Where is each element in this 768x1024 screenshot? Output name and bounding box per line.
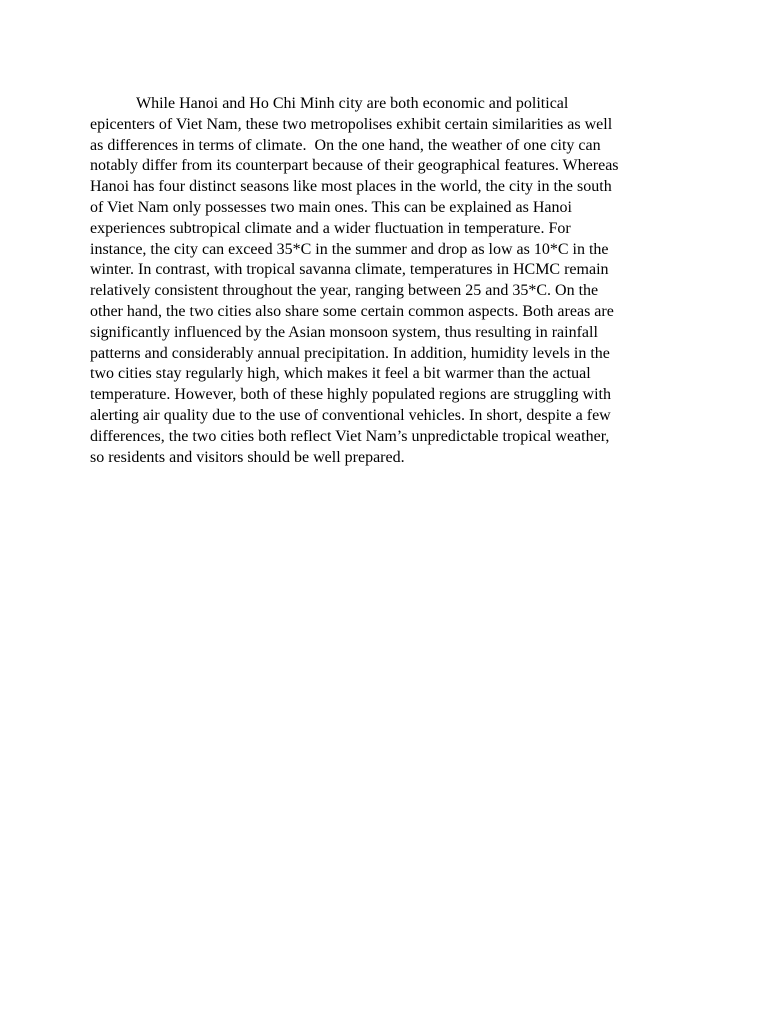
paragraph-line: two cities stay regularly high, which makes it feel a bit warmer than the actual [90, 365, 591, 383]
paragraph-line: relatively consistent throughout the year, ranging between 25 and 35*C. On the [90, 282, 599, 300]
paragraph-line: winter. In contrast, with tropical savanna climate, temperatures in HCMC remain [90, 261, 609, 279]
paragraph-line: experiences subtropical climate and a wider fluctuation in temperature. For [90, 219, 571, 237]
body-paragraph [90, 94, 680, 468]
paragraph-line: other hand, the two cities also share some certain common aspects. Both areas are [90, 302, 614, 320]
paragraph-line: so residents and visitors should be well prepared. [90, 448, 405, 466]
paragraph-line: notably differ from its counterpart because of their geographical features. Whereas [90, 157, 619, 175]
paragraph-line: significantly influenced by the Asian monsoon system, thus resulting in rainfall [90, 323, 598, 341]
paragraph-line: of Viet Nam only possesses two main ones. This can be explained as Hanoi [90, 198, 572, 216]
paragraph-line: patterns and considerably annual precipitation. In addition, humidity levels in the [90, 344, 610, 362]
paragraph-line: differences, the two cities both reflect Viet Nam’s unpredictable tropical weather, [90, 427, 610, 445]
paragraph-line: instance, the city can exceed 35*C in the summer and drop as low as 10*C in the [90, 240, 609, 258]
paragraph-line: While Hanoi and Ho Chi Minh city are both economic and political [136, 95, 569, 112]
paragraph-line: alerting air quality due to the use of conventional vehicles. In short, despite a few [90, 406, 611, 424]
paragraph-line: as differences in terms of climate. On the one hand, the weather of one city can [90, 136, 601, 154]
paragraph-line: Hanoi has four distinct seasons like most places in the world, the city in the south [90, 178, 612, 196]
paragraph-line: epicenters of Viet Nam, these two metropolises exhibit certain similarities as well [90, 115, 613, 133]
paragraph-line: temperature. However, both of these highly populated regions are struggling with [90, 386, 611, 404]
